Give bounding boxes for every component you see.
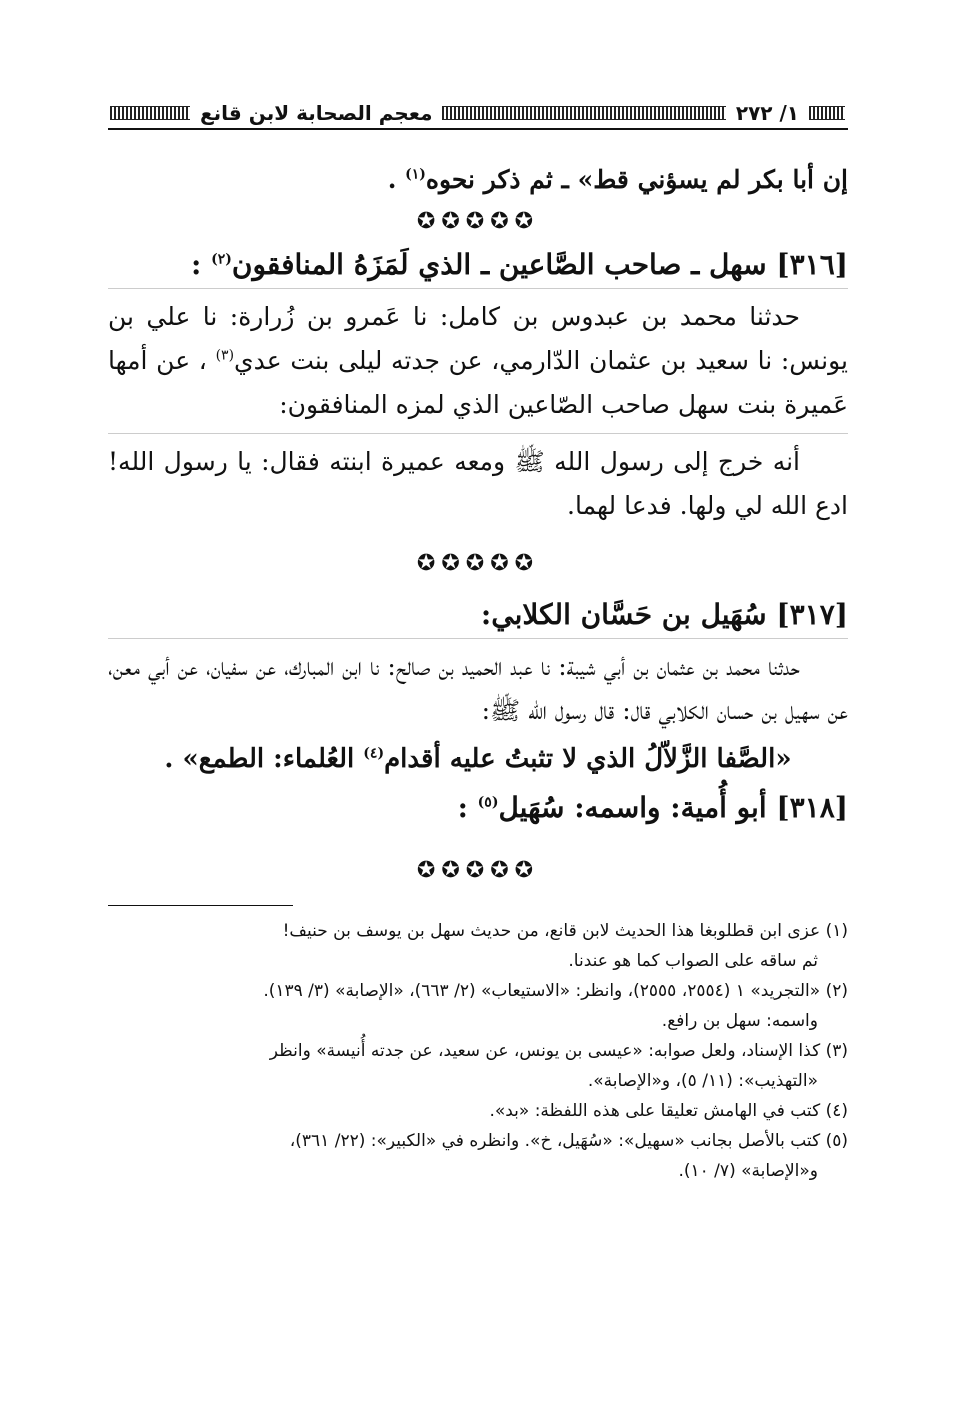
header-ornament-middle — [442, 106, 725, 120]
footnote-separator — [108, 905, 293, 906]
header-rule — [108, 128, 848, 130]
entry-316-title: [٣١٦] سهل ـ صاحب الصَّاعين ـ الذي لَمَزَهُ المنافقون$^{(٢)}$ : — [191, 248, 848, 281]
footnote-1: (١) عزى ابن قطلوبغا هذا الحديث لابن قانع، من حديث سهل بن يوسف بن حنيف! ثم ساقه على الصواب كما هو عندنا. — [282, 921, 848, 971]
title-rule — [108, 288, 848, 289]
entry-318-title: [٣١٨] أبو أُمية: واسمه: سُهَيل$^{(٥)}$ : — [457, 791, 848, 824]
continuation-line: إن أبا بكر لم يسؤني قط» ـ ثم ذكر نحوه$^{(١)}$ . — [387, 165, 848, 194]
page-number: ١/ ٢٧٢ — [735, 101, 799, 125]
footnote-3: (٣) كذا الإسناد، ولعل صوابه: «عيسى بن يونس، عن سعيد، عن جدته أُنيسة» وانظر «التهذيب»: (١١/ ٥)، و«الإصابة». — [269, 1041, 848, 1091]
footnote-2: (٢) «التجريد» ١ (٢٥٥٤، ٢٥٥٥)، وانظر: «الاستيعاب» (٢/ ٦٦٣)، «الإصابة» (٣/ ١٣٩). واسمه: سهل بن رافع. — [263, 981, 848, 1031]
running-title: معجم الصحابة لابن قانع — [200, 101, 433, 125]
main-text — [108, 150, 848, 1186]
entry-316-text: أنه خرج إلى رسول الله ﷺ ومعه عميرة ابنته فقال: يا رسول الله! ادع الله لي ولها. فدعا لهما. — [108, 447, 848, 520]
text-rule — [108, 433, 848, 434]
running-header — [110, 100, 845, 126]
footnote-ref-3: (٣) — [215, 347, 235, 364]
header-ornament-right — [809, 106, 845, 120]
section-separator: ✪✪✪✪✪ — [416, 209, 540, 234]
footnote-ref-5: (٥) — [477, 794, 499, 811]
entry-317-quote: «الصَّفا الزَّلاّلُ الذي لا تثبتُ عليه أقدام$^{(٤)}$ العُلماء: الطمع» . — [164, 744, 792, 774]
footnote-ref-2: (٢) — [211, 251, 232, 268]
section-separator: ✪✪✪✪✪ — [416, 858, 540, 883]
footnote-ref-4: (٤) — [363, 745, 385, 762]
entry-317-isnad: حدثنا محمد بن عثمان بن أبي شيبة: نا عبد الحميد بن صالح: نا ابن المبارك، عن سفيان، عن أبي معن، عن سهيل بن حسان الكلابي قال: قال رسول الله ﷺ: — [108, 652, 848, 725]
title-rule — [108, 638, 848, 639]
section-separator: ✪✪✪✪✪ — [416, 551, 540, 576]
footnotes — [108, 916, 848, 1186]
footnote-4: (٤) كتب في الهامش تعليقا على هذه اللفظة: «بد». — [489, 1101, 848, 1121]
entry-317-title: [٣١٧] سُهَيل بن حَسَّان الكلابي: — [480, 598, 848, 631]
header-ornament-left — [110, 106, 190, 120]
entry-316-isnad: حدثنا محمد بن عبدوس بن كامل: نا عَمرو بن زُرارة: نا علي بن يونس: نا سعيد بن عثمان الدّارمي، عن جدته ليلى بنت عدي$^{(٣)}$ ، عن أمها عَميرة بنت سهل صاحب الصّاعين الذي لمزه المنافقون: — [108, 302, 848, 419]
footnote-ref-1: (١) — [405, 166, 426, 183]
footnote-5: (٥) كتب بالأصل بجانب «سهيل»: «سُهَيل، خ». وانظره في «الكبير»: (٢٢/ ٣٦١)، و«الإصابة» (٧/ ١٠). — [289, 1131, 848, 1181]
